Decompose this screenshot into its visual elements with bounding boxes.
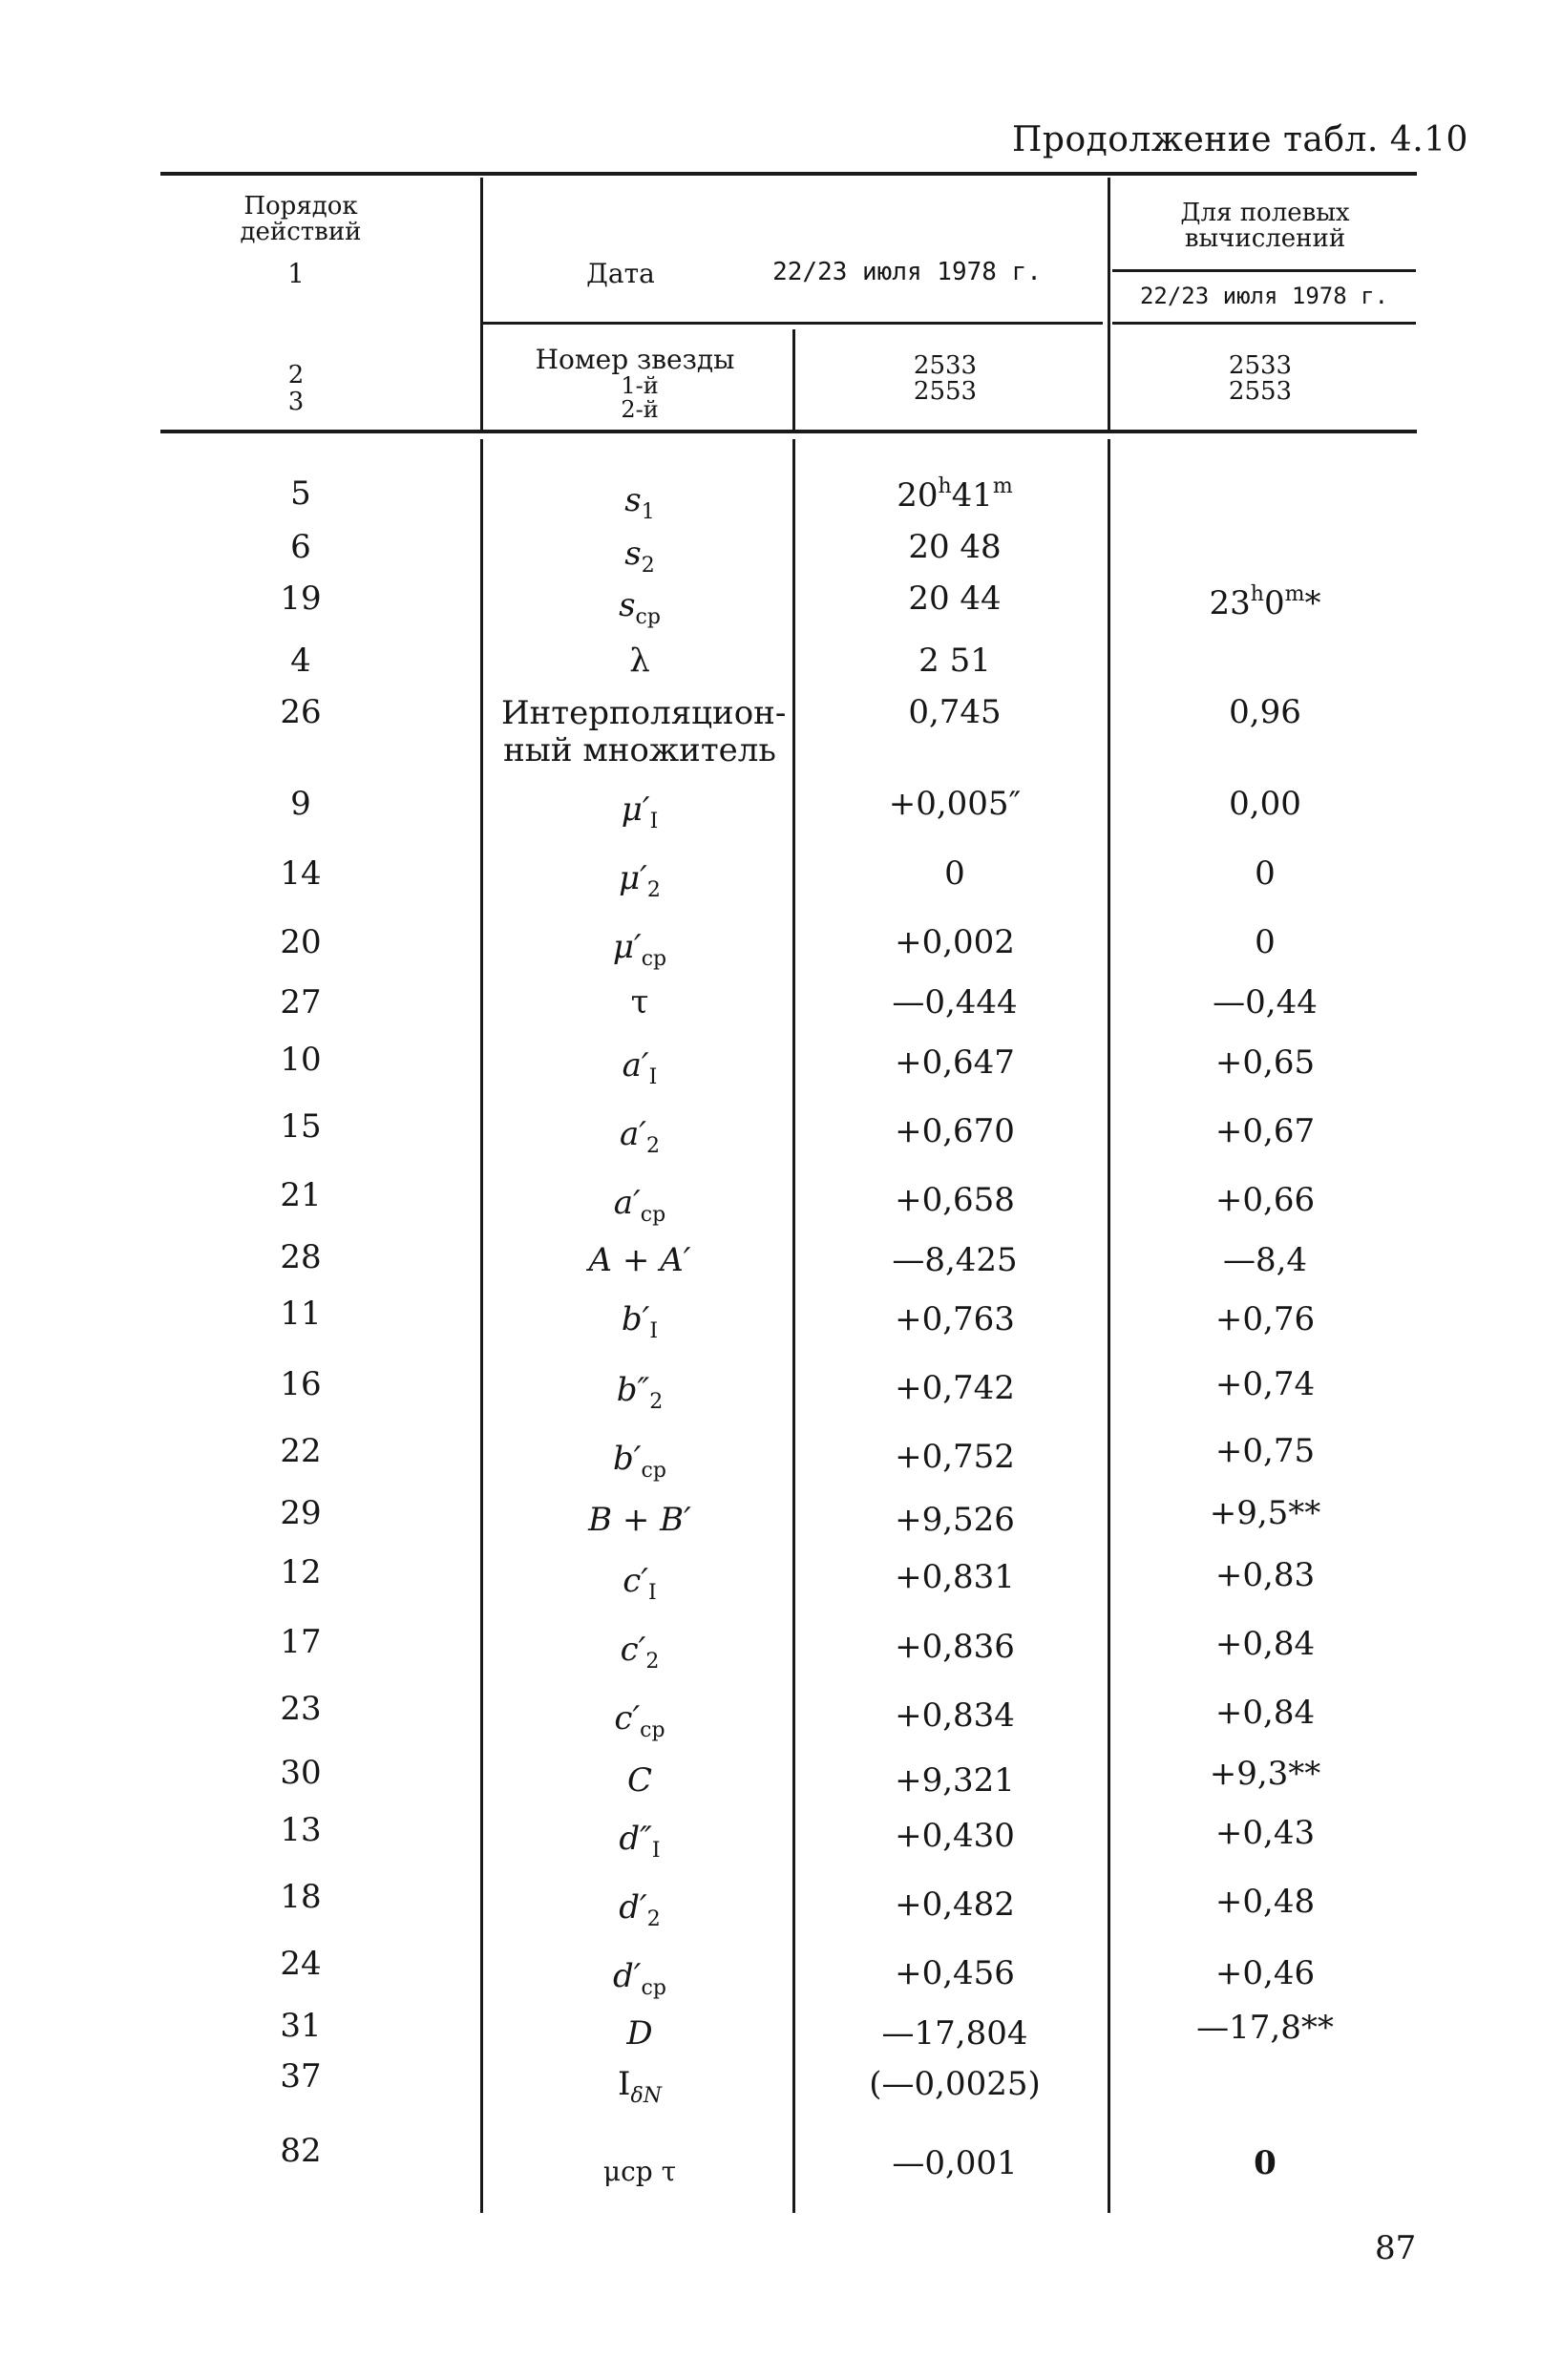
symbol-cell: $\mu'_2$	[619, 859, 661, 902]
symbol-cell: $s_1$	[624, 481, 655, 524]
field-cell: +0,84	[1214, 1625, 1316, 1663]
symbol-cell: τ	[630, 983, 649, 1022]
order-cell: 11	[280, 1295, 322, 1333]
order-cell: 6	[290, 528, 311, 566]
value-cell: +0,005″	[888, 785, 1022, 823]
value-cell: +0,752	[895, 1438, 1015, 1476]
symbol-cell: $b'_I$	[621, 1300, 659, 1343]
date-value: 22/23 июля 1978 г.	[772, 258, 1042, 286]
order-cell: 15	[280, 1107, 322, 1146]
order-row-3: 3	[287, 388, 305, 416]
field-date: 22/23 июля 1978 г.	[1139, 283, 1389, 309]
value-cell: +0,482	[895, 1885, 1015, 1924]
value-cell: 0,745	[908, 693, 1002, 731]
field-date-rule	[1112, 269, 1416, 272]
order-cell: 27	[280, 983, 322, 1022]
order-cell: 10	[280, 1041, 322, 1079]
value-cell: 2 51	[918, 642, 991, 680]
symbol-cell: $d''_I$	[619, 1820, 661, 1863]
field-cell: 23$^h$0$^m$*	[1209, 582, 1321, 622]
order-cell: 26	[280, 693, 322, 731]
field-cell: +0,83	[1214, 1556, 1316, 1594]
order-cell: 20	[280, 923, 322, 961]
field-cell: +0,74	[1214, 1365, 1316, 1403]
star-first-label: 1-й	[621, 372, 659, 399]
symbol-cell: $\mu'_{ср}$	[612, 928, 667, 971]
field-cell: +0,76	[1214, 1300, 1316, 1338]
field-cell: +0,65	[1214, 1043, 1316, 1082]
value-cell: +0,002	[895, 923, 1015, 961]
value-cell: +0,430	[895, 1817, 1015, 1855]
symbol-cell: $s_{ср}$	[619, 586, 661, 629]
symbol-cell: A + A′	[588, 1241, 691, 1279]
symbol-cell: $a'_2$	[620, 1115, 660, 1158]
col-divider-2	[792, 329, 795, 431]
order-cell: 28	[280, 1238, 322, 1276]
date-label: Дата	[586, 258, 655, 289]
symbol-cell: $d'_{ср}$	[613, 1957, 666, 2000]
order-cell: 37	[280, 2057, 322, 2096]
symbol-cell: $c'_{ср}$	[614, 1699, 665, 1742]
order-cell: 23	[280, 1690, 322, 1728]
field-cell: 0	[1255, 923, 1276, 961]
symbol-cell: $s_2$	[624, 535, 655, 578]
page-number: 87	[1375, 2229, 1417, 2267]
header-bottom-rule	[160, 430, 1417, 433]
value-cell: —0,001	[892, 2144, 1018, 2182]
value-cell: +0,742	[895, 1369, 1015, 1407]
symbol-cell: μср τ	[602, 2156, 677, 2187]
field-cell: —0,44	[1213, 983, 1318, 1022]
field-header: Для полевых вычислений	[1180, 199, 1350, 254]
col-divider-2-body	[792, 439, 795, 2213]
star-2-field: 2553	[1228, 377, 1293, 406]
symbol-cell: $a'_{ср}$	[613, 1184, 666, 1227]
order-cell: 82	[280, 2132, 322, 2170]
star-1-field: 2533	[1228, 351, 1293, 380]
col-divider-1	[480, 178, 483, 431]
symbol-cell: $c'_I$	[623, 1562, 657, 1605]
col-divider-3	[1108, 178, 1110, 431]
field-cell: +0,67	[1214, 1112, 1316, 1150]
order-cell: 13	[280, 1811, 322, 1849]
value-cell: 20$^h$41$^m$	[897, 474, 1013, 515]
top-rule	[160, 172, 1417, 176]
symbol-cell: $b''_2$	[616, 1371, 664, 1414]
field-cell: +0,48	[1214, 1883, 1316, 1921]
value-cell: +0,834	[895, 1696, 1015, 1735]
value-cell: —8,425	[892, 1241, 1018, 1279]
field-cell: +0,46	[1214, 1954, 1316, 1992]
order-cell: 4	[290, 642, 311, 680]
value-cell: +0,456	[895, 1954, 1015, 1992]
field-cell: +0,43	[1214, 1814, 1316, 1852]
symbol-cell: λ	[629, 642, 650, 680]
order-cell: 21	[280, 1176, 322, 1214]
col-divider-1-body	[480, 439, 483, 2213]
symbol-cell: Интерполяцион-ный множитель	[501, 694, 787, 770]
symbol-cell: $c'_2$	[620, 1631, 660, 1674]
symbol-cell: B + B′	[588, 1501, 691, 1539]
value-cell: 0	[944, 854, 965, 893]
value-cell: —0,444	[892, 983, 1018, 1022]
star-second-label: 2-й	[621, 396, 659, 423]
order-header: Порядок действий	[240, 192, 362, 247]
date-rule	[482, 322, 1103, 325]
order-cell: 16	[280, 1365, 322, 1403]
order-row-1: 1	[287, 258, 305, 289]
field-date-under-rule	[1112, 322, 1416, 325]
value-cell: +0,836	[895, 1628, 1015, 1666]
order-cell: 5	[290, 474, 311, 513]
value-cell: +9,526	[895, 1501, 1015, 1539]
star-number-label: Номер звезды	[535, 344, 735, 375]
symbol-cell: $I_{\delta N}$	[618, 2065, 662, 2108]
order-cell: 24	[280, 1945, 322, 1983]
table-caption: Продолжение табл. 4.10	[1012, 120, 1468, 159]
value-cell: +0,658	[895, 1181, 1015, 1219]
symbol-cell: $d'_2$	[619, 1888, 661, 1931]
field-cell: 0	[1254, 2144, 1277, 2182]
field-cell: +9,5**	[1209, 1494, 1321, 1532]
value-cell: +0,763	[895, 1300, 1015, 1338]
symbol-cell: $b'_{ср}$	[613, 1440, 666, 1483]
symbol-cell: $\mu'_I$	[621, 790, 659, 833]
star-1-value: 2533	[913, 351, 978, 380]
value-cell: 20 44	[908, 579, 1002, 618]
order-cell: 18	[280, 1878, 322, 1916]
order-cell: 14	[280, 854, 322, 893]
order-cell: 22	[280, 1432, 322, 1470]
field-cell: —17,8**	[1196, 2009, 1334, 2047]
order-cell: 30	[280, 1754, 322, 1792]
value-cell: +0,647	[895, 1043, 1015, 1082]
field-cell: +0,84	[1214, 1694, 1316, 1732]
field-cell: 0,00	[1229, 785, 1301, 823]
symbol-cell: D	[626, 2014, 653, 2053]
field-cell: —8,4	[1222, 1241, 1308, 1279]
order-cell: 17	[280, 1623, 322, 1661]
field-cell: +0,66	[1214, 1181, 1316, 1219]
col-divider-3-body	[1108, 439, 1110, 2213]
order-row-2: 2	[287, 361, 305, 390]
value-cell: —17,804	[881, 2014, 1028, 2053]
symbol-cell: $a'_I$	[622, 1046, 658, 1089]
order-cell: 31	[280, 2007, 322, 2045]
star-2-value: 2553	[913, 377, 978, 406]
order-cell: 12	[280, 1553, 322, 1591]
order-cell: 19	[280, 579, 322, 618]
field-cell: 0,96	[1229, 693, 1301, 731]
field-cell: +0,75	[1214, 1432, 1316, 1470]
value-cell: 20 48	[908, 528, 1002, 566]
field-cell: +9,3**	[1209, 1755, 1321, 1793]
order-cell: 9	[290, 785, 311, 823]
value-cell: +0,831	[895, 1558, 1015, 1596]
value-cell: +0,670	[895, 1112, 1015, 1150]
field-cell: 0	[1255, 854, 1276, 893]
value-cell: +9,321	[895, 1761, 1015, 1800]
value-cell: (—0,0025)	[869, 2065, 1041, 2103]
symbol-cell: C	[626, 1761, 652, 1800]
order-cell: 29	[280, 1494, 322, 1532]
